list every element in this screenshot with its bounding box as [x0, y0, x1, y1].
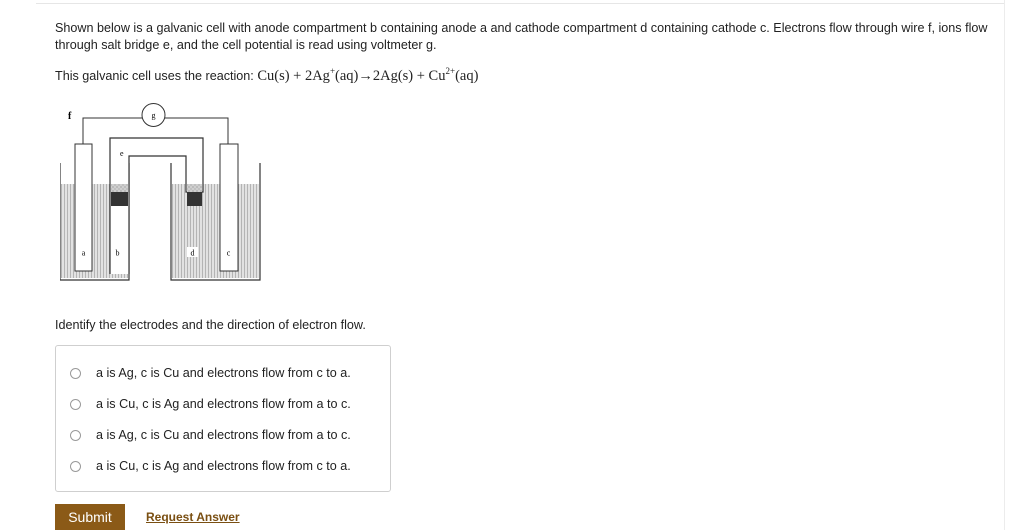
reaction-middle: (aq)→2Ag(s) + Cu: [335, 68, 446, 84]
reaction-prefix: This galvanic cell uses the reaction:: [55, 69, 254, 83]
label-b: b: [115, 248, 120, 258]
option-3[interactable]: [70, 425, 351, 445]
option-3-label: a is Ag, c is Cu and electrons flow from a to c.: [96, 428, 351, 442]
question-intro: Shown below is a galvanic cell with anode compartment b containing anode a and cathode compartment d containing cathode c. Electrons flow through wire f, ions flow through salt bridge e, and the cell potential is read using voltmeter g.: [55, 21, 988, 52]
radio-option-2[interactable]: [70, 399, 81, 410]
option-1-label: a is Ag, c is Cu and electrons flow from c to a.: [96, 366, 351, 380]
option-2[interactable]: [70, 394, 351, 414]
radio-option-1[interactable]: [70, 368, 81, 379]
galvanic-cell-diagram: [60, 98, 270, 283]
label-g: g: [151, 111, 156, 120]
request-answer-link[interactable]: Request Answer: [146, 510, 240, 524]
option-4-label: a is Cu, c is Ag and electrons flow from c to a.: [96, 459, 351, 473]
right-divider: [1004, 0, 1005, 530]
cu-charge: 2+: [445, 66, 456, 76]
reaction-equation: [257, 68, 478, 84]
option-1[interactable]: [70, 363, 351, 383]
label-f: f: [68, 111, 72, 122]
radio-option-3[interactable]: [70, 430, 81, 441]
option-2-label: a is Cu, c is Ag and electrons flow from a to c.: [96, 397, 351, 411]
label-a: a: [81, 248, 86, 258]
ag-charge: +: [329, 66, 336, 76]
submit-button[interactable]: Submit: [55, 504, 125, 530]
radio-option-4[interactable]: [70, 461, 81, 472]
reaction-line: [55, 67, 478, 85]
label-c: c: [226, 248, 231, 258]
solution-d: [172, 184, 259, 278]
label-e: e: [120, 149, 124, 158]
top-divider: [36, 3, 1004, 4]
answer-options: [55, 345, 391, 492]
reaction-left: Cu(s) + 2Ag: [257, 68, 330, 84]
label-d: d: [190, 248, 195, 258]
reaction-right: (aq): [455, 68, 479, 84]
option-4[interactable]: [70, 456, 351, 476]
question-prompt: Identify the electrodes and the direction of electron flow.: [55, 318, 366, 332]
